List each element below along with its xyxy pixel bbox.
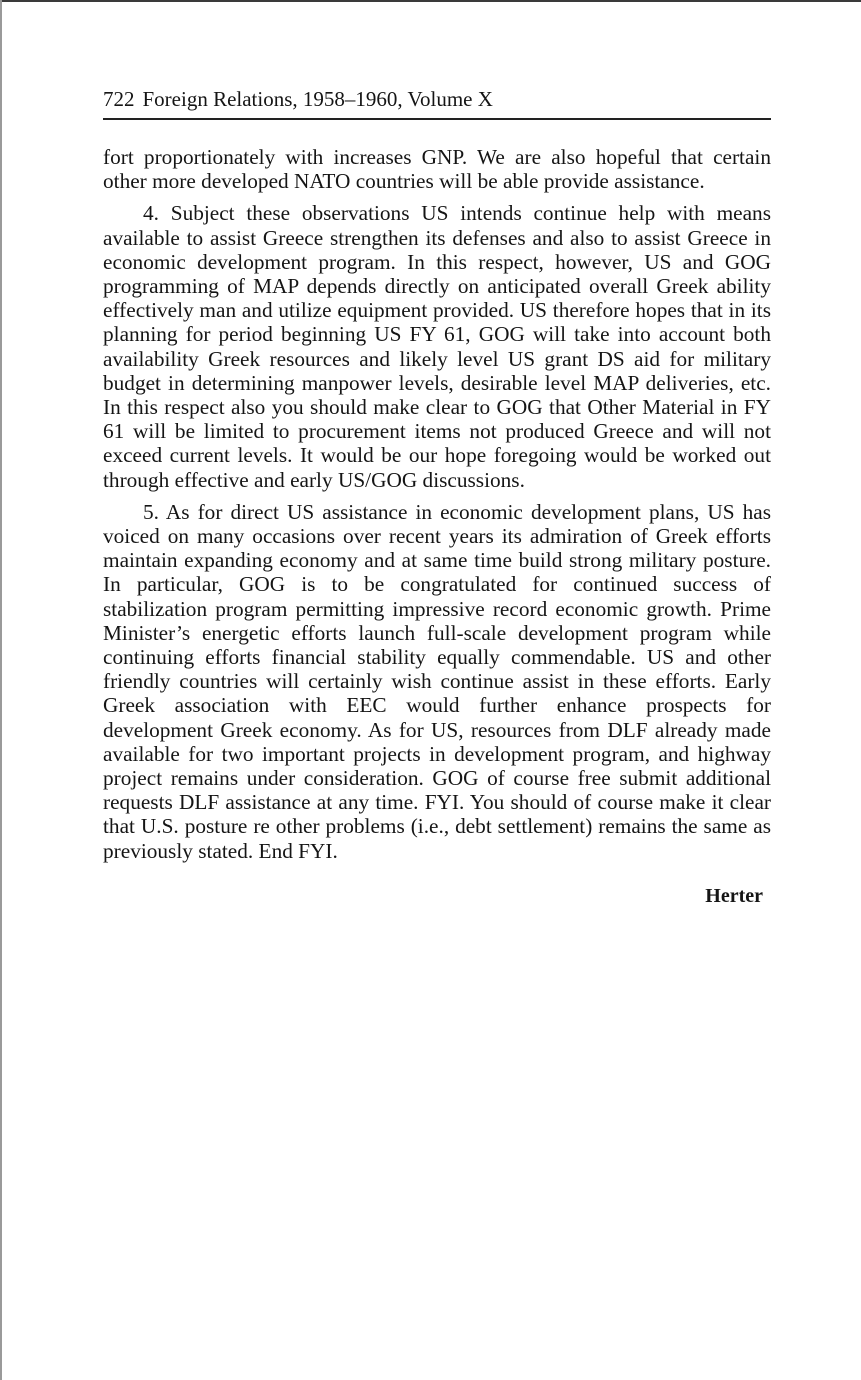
document-body (103, 145, 771, 863)
volume-title: Foreign Relations, 1958–1960, Volume X (142, 87, 493, 111)
paragraph-5: 5. As for direct US assistance in economic development plans, US has voiced on many occasions over recent years its admiration of Greek efforts maintain expanding economy and at same time build strong military posture. In particular, GOG is to be congratulated for continued success of stabilization program permitting impressive record economic growth. Prime Minister’s energetic efforts launch full-scale development program while continuing efforts financial stability equally commendable. US and other friendly countries will certainly wish continue assist in these efforts. Early Greek association with EEC would further enhance prospects for development Greek economy. As for US, resources from DLF already made available for two important projects in development program, and highway project remains under consideration. GOG of course free submit additional requests DLF assistance at any time. FYI. You should of course make it clear that U.S. posture re other problems (i.e., debt settlement) remains the same as previously stated. End FYI. (103, 499, 771, 863)
page-left-edge (0, 0, 2, 1380)
page-top-edge (0, 0, 861, 2)
document-page (103, 84, 771, 908)
paragraph-continuation: fort proportionately with increases GNP. We are also hopeful that certain other more developed NATO countries will be able provide assistance. (103, 145, 771, 194)
page-number: 722 (103, 87, 135, 111)
running-header (103, 84, 771, 120)
paragraph-4: 4. Subject these observations US intends continue help with means available to assist Greece strengthen its defenses and also to assist Greece in economic development program. In this respect, however, US and GOG programming of MAP depends directly on anticipated overall Greek ability effectively man and utilize equipment provided. US therefore hopes that in its planning for period beginning US FY 61, GOG will take into account both availability Greek resources and likely level US grant DS aid for military budget in determining manpower levels, desirable level MAP deliveries, etc. In this respect also you should make clear to GOG that Other Material in FY 61 will be limited to procurement items not produced Greece and will not exceed current levels. It would be our hope foregoing would be worked out through effective and early US/GOG discussions. (103, 201, 771, 492)
signature: Herter (705, 884, 763, 907)
